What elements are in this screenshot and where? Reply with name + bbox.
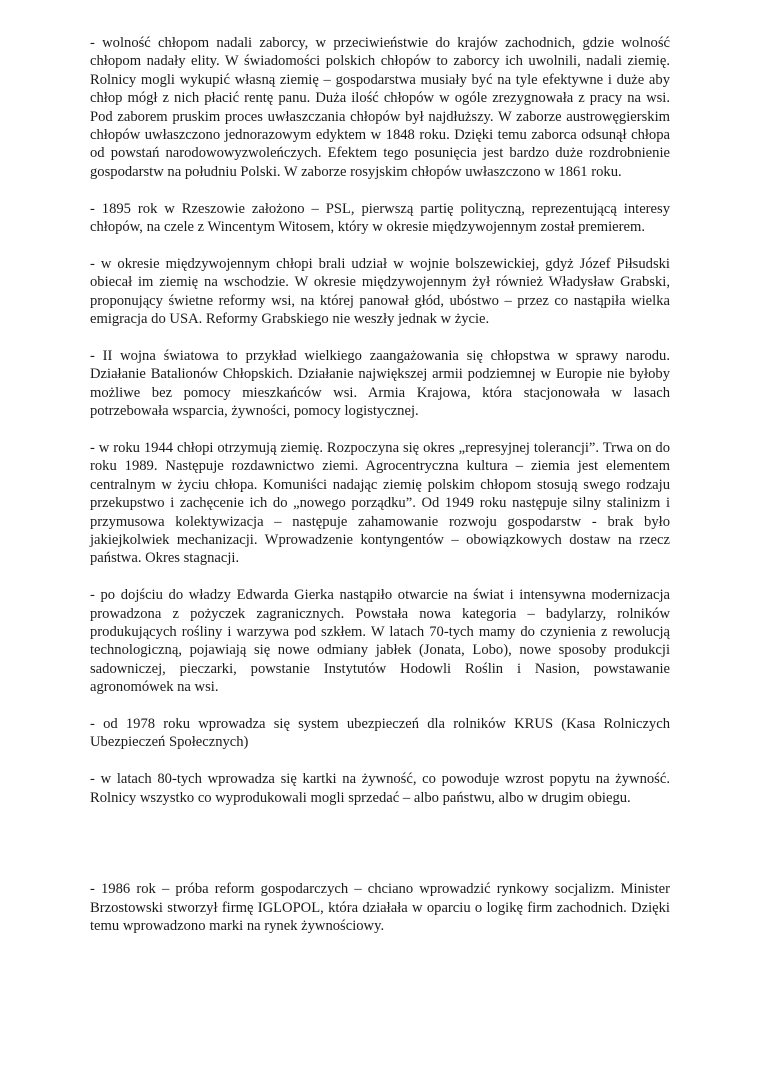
paragraph-interwar: - w okresie międzywojennym chłopi brali udział w wojnie bolszewickiej, gdyż Józef Piłsudski obiecał im ziemię na wschodzie. W okresie międzywojennym żył również Władysław Grabski, proponujący świetne reformy wsi, na której panował głód, ubóstwo – przez co nastąpiła wielka emigracja do USA. Reformy Grabskiego nie weszły jednak w życie.: [90, 255, 670, 328]
blank-space: [90, 825, 670, 880]
document-body: [90, 34, 670, 954]
paragraph-1944: - w roku 1944 chłopi otrzymują ziemię. Rozpoczyna się okres „represyjnej tolerancji”. Trwa on do roku 1989. Następuje rozdawnictwo ziemi. Agrocentryczna kultura – ziemia jest elementem centralnym w życiu chłopa. Komuniści nadając ziemię polskim chłopom stosują swego rodzaju przekupstwo i zachęcenie ich do „nowego porządku”. Od 1949 roku następuje silny stalinizm i przymusowa kolektywizacja – następuje zahamowanie rozwoju gospodarstw - brak było jakiejkolwiek mechanizacji. Wprowadzenie kontyngentów – obowiązkowych dostaw na rzecz państwa. Okres stagnacji.: [90, 439, 670, 567]
paragraph-1980s: - w latach 80-tych wprowadza się kartki na żywność, co powoduje wzrost popytu na żywność. Rolnicy wszystko co wyprodukowali mogli sprzedać – albo państwu, albo w drugim obiegu.: [90, 771, 670, 806]
paragraph-psl-1895: - 1895 rok w Rzeszowie założono – PSL, pierwszą partię polityczną, reprezentującą interesy chłopów, na czele z Wincentym Witosem, który w okresie międzywojennym został premierem.: [90, 200, 670, 236]
paragraph-enfranchisement: - wolność chłopom nadali zaborcy, w przeciwieństwie do krajów zachodnich, gdzie wolność chłopom nadały elity. W świadomości polskich chłopów to zaborcy ich uwolnili, nadali ziemię. Rolnicy mogli wykupić własną ziemię – gospodarstwa musiały być na tyle efektywne i duże aby chłop mógł z nich płacić rentę panu. Duża ilość chłopów w ogóle zrezygnowała z pracy na wsi. Pod zaborem pruskim proces uwłaszczania chłopów był najdłuższy. W zaborze austrowęgierskim chłopów uwłaszczono jednorazowym edyktem w 1848 roku. Dzięki temu zaborca odsunął chłopa od powstań narodowowyzwoleńczych. Efektem tego posunięcia jest bardzo duże rozdrobnienie gospodarstw na południu Polski. W zaborze rosyjskim chłopów uwłaszczono w 1861 roku.: [90, 35, 670, 180]
paragraph-1986: - 1986 rok – próba reform gospodarczych – chciano wprowadzić rynkowy socjalizm. Minister Brzostowski stworzył firmę IGLOPOL, która działała w oparciu o logikę firm zachodnich. Dzięki temu wprowadzono marki na rynek żywnościowy.: [90, 881, 670, 935]
paragraph-ww2: - II wojna światowa to przykład wielkiego zaangażowania się chłopstwa w sprawy narodu. Działanie Batalionów Chłopskich. Działanie największej armii podziemnej w Europie nie byłoby możliwe bez pomocy mieszkańców wsi. Armia Krajowa, która stacjonowała w lasach potrzebowała wsparcia, żywności, pomocy logistycznej.: [90, 347, 670, 420]
paragraph-gierek: - po dojściu do władzy Edwarda Gierka nastąpiło otwarcie na świat i intensywna modernizacja prowadzona z pożyczek zagranicznych. Powstała nowa kategoria – badylarzy, rolników produkujących rośliny i warzywa pod szkłem. W latach 70-tych mamy do czynienia z rewolucją technologiczną, pojawiają się nowe odmiany jabłek (Jonata, Lobo), nowe sposoby produkcji sadowniczej, pieczarki, powstanie Instytutów Hodowli Roślin i Nasion, powstawanie agronomówek na wsi.: [90, 587, 670, 696]
paragraph-krus-1978: - od 1978 roku wprowadza się system ubezpieczeń dla rolników KRUS (Kasa Rolniczych Ubezpieczeń Społecznych): [90, 715, 670, 751]
